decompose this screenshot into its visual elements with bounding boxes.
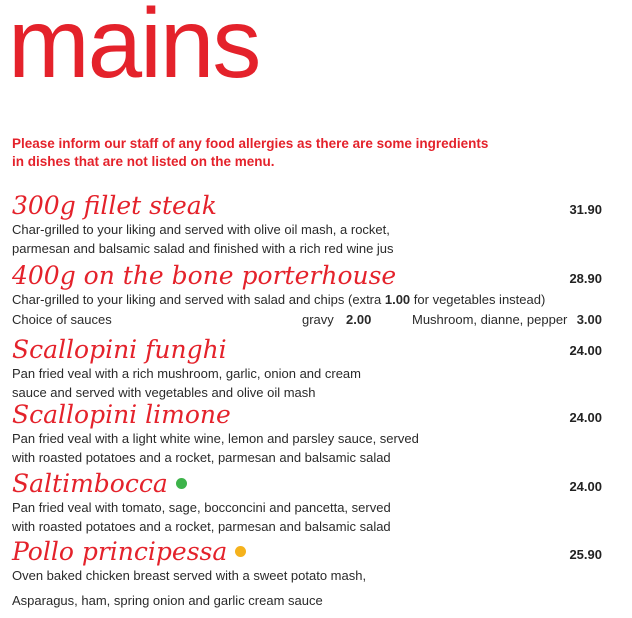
dietary-dot-yellow-icon xyxy=(235,546,246,557)
description-bold-price: 1.00 xyxy=(384,292,411,307)
menu-item-fillet-steak xyxy=(12,192,604,258)
sauce-price: 3.00 xyxy=(576,312,602,327)
dish-description xyxy=(12,220,604,258)
description-text: for vegetables instead) xyxy=(410,292,546,307)
page-title: mains xyxy=(8,0,260,98)
description-line: with roasted potatoes and a rocket, parmesan and balsamic salad xyxy=(12,519,391,534)
description-text: Char-grilled to your liking and served with salad and chips (extra xyxy=(12,292,385,307)
menu-item-pollo-principessa xyxy=(12,538,604,610)
dish-price: 25.90 xyxy=(569,547,602,562)
description-line: sauce and served with vegetables and olive oil mash xyxy=(12,385,316,400)
description-line: Pan fried veal with tomato, sage, bocconcini and pancetta, served xyxy=(12,500,391,515)
dish-name-text: Pollo principessa xyxy=(12,537,228,566)
sauce-name: Mushroom, dianne, pepper xyxy=(412,312,568,327)
sauce-options xyxy=(12,312,604,331)
description-line: parmesan and balsamic salad and finished with a rich red wine jus xyxy=(12,241,394,256)
dish-name xyxy=(12,470,187,498)
dish-name: Scallopini limone xyxy=(12,400,231,429)
sauces-label: Choice of sauces xyxy=(12,312,112,327)
dish-name-text: Saltimbocca xyxy=(12,469,168,498)
description-line: Asparagus, ham, spring onion and garlic cream sauce xyxy=(12,593,323,608)
dish-price: 24.00 xyxy=(569,410,602,425)
allergy-note-line: Please inform our staff of any food allergies as there are some ingredients xyxy=(12,136,489,151)
menu-item-porterhouse xyxy=(12,261,604,327)
dish-description xyxy=(12,364,604,402)
dish-name: 300g fillet steak xyxy=(12,191,217,220)
dish-price: 28.90 xyxy=(569,271,602,286)
dish-description xyxy=(12,498,604,536)
dish-price: 31.90 xyxy=(569,202,602,217)
dish-description xyxy=(12,290,604,309)
menu-item-scallopini-funghi xyxy=(12,336,604,402)
dietary-dot-green-icon xyxy=(176,478,187,489)
allergy-note-line: in dishes that are not listed on the menu. xyxy=(12,154,275,169)
description-line: Char-grilled to your liking and served with olive oil mash, a rocket, xyxy=(12,222,390,237)
dish-name: 400g on the bone porterhouse xyxy=(12,261,397,290)
description-line: Oven baked chicken breast served with a sweet potato mash, xyxy=(12,568,367,583)
description-line: Pan fried veal with a light white wine, lemon and parsley sauce, served xyxy=(12,431,419,446)
description-line: with roasted potatoes and a rocket, parmesan and balsamic salad xyxy=(12,450,391,465)
dish-description xyxy=(12,566,604,610)
dish-name xyxy=(12,538,246,566)
allergy-note xyxy=(12,135,512,171)
menu-item-saltimbocca xyxy=(12,470,604,536)
dish-description xyxy=(12,429,604,467)
sauce-price: 2.00 xyxy=(346,312,372,327)
dish-price: 24.00 xyxy=(569,479,602,494)
sauce-name: gravy xyxy=(302,312,334,327)
dish-name: Scallopini funghi xyxy=(12,335,227,364)
menu-item-scallopini-limone xyxy=(12,401,604,467)
dish-price: 24.00 xyxy=(569,343,602,358)
description-line: Pan fried veal with a rich mushroom, garlic, onion and cream xyxy=(12,366,361,381)
